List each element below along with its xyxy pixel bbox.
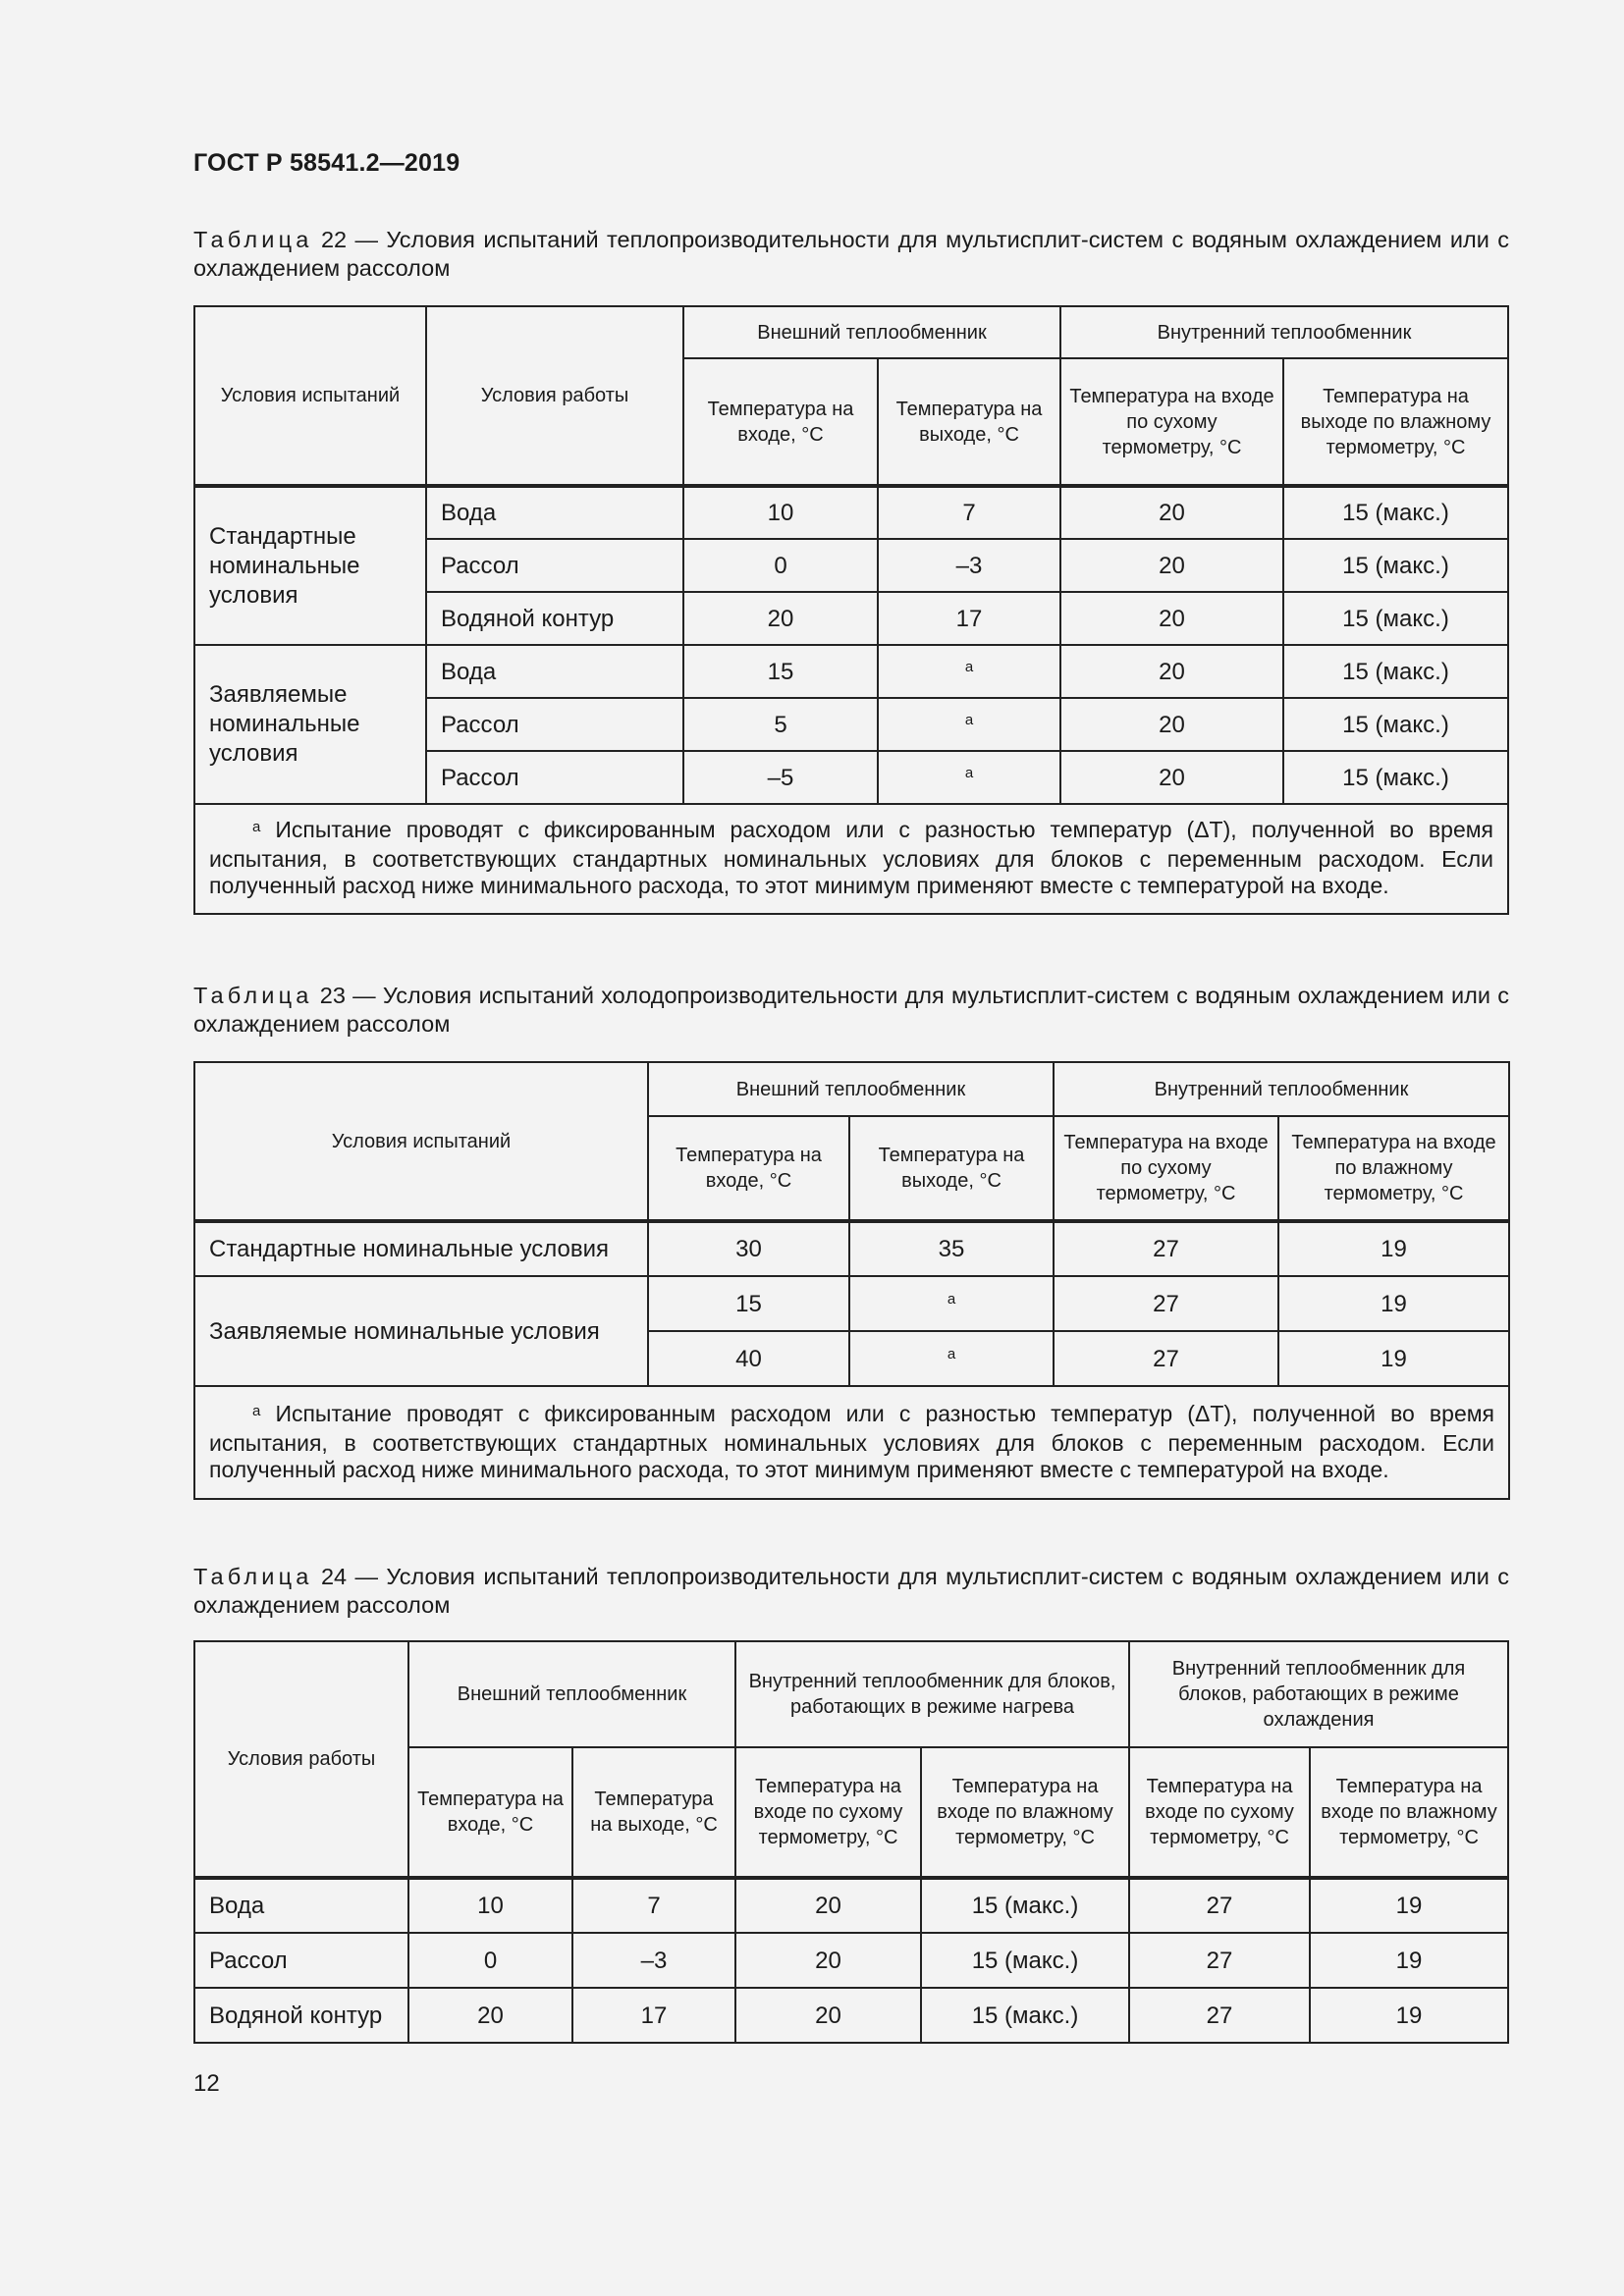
t23-header-t-out: Температура на выходе, °С xyxy=(849,1116,1054,1221)
t24-cell: 20 xyxy=(735,1988,921,2043)
t24-cell: 10 xyxy=(408,1878,572,1933)
t23-cell: 19 xyxy=(1278,1276,1509,1331)
t23-cell: 19 xyxy=(1278,1221,1509,1276)
t22-cell: –3 xyxy=(878,539,1060,592)
t23-cell: 27 xyxy=(1054,1331,1278,1386)
t22-cell: 17 xyxy=(878,592,1060,645)
t22-cell: 7 xyxy=(878,486,1060,539)
t22-cell: 15 (макс.) xyxy=(1283,698,1508,751)
table-row xyxy=(194,486,1508,539)
t22-footnote xyxy=(194,804,1508,914)
t23-cell: 19 xyxy=(1278,1331,1509,1386)
t24-cell: 15 (макс.) xyxy=(921,1988,1129,2043)
t22-cell: 20 xyxy=(1060,751,1283,804)
table23-caption xyxy=(193,982,1509,1039)
table-23 xyxy=(193,1061,1510,1500)
t22-header-t-in: Температура на входе, °С xyxy=(683,358,878,486)
t22-cell: 20 xyxy=(1060,592,1283,645)
footnote-mark: а xyxy=(964,712,974,728)
footnote-mark: а xyxy=(947,1346,956,1362)
t22-cell: Водяной контур xyxy=(426,592,683,645)
t22-cell xyxy=(878,645,1060,698)
t24-cell: 7 xyxy=(572,1878,735,1933)
t22-group-declared: Заявляемые номинальные условия xyxy=(194,645,426,804)
table-row xyxy=(194,1878,1508,1933)
t23-cell: Стандартные номинальные условия xyxy=(194,1221,648,1276)
t22-cell: 20 xyxy=(1060,539,1283,592)
t23-cell: 15 xyxy=(648,1276,849,1331)
footnote-mark: а xyxy=(964,659,974,675)
table22-caption-label: Таблица xyxy=(193,227,313,252)
t23-cell: 35 xyxy=(849,1221,1054,1276)
t24-header-wet-cool: Температура на входе по влажному термометру, °С xyxy=(1310,1747,1508,1878)
t24-cell: 15 (макс.) xyxy=(921,1878,1129,1933)
document-number: ГОСТ Р 58541.2—2019 xyxy=(193,149,460,177)
t22-header-dry: Температура на входе по сухому термометру, °С xyxy=(1060,358,1283,486)
t24-cell: 15 (макс.) xyxy=(921,1933,1129,1988)
t23-cell: 30 xyxy=(648,1221,849,1276)
t22-cell: 15 (макс.) xyxy=(1283,486,1508,539)
t23-footnote-text: Испытание проводят с фиксированным расходом или с разностью температур (ΔT), полученной во время испытания, в соответствующих стандартных номинальных условиях для блоков с переменным расходом. Если полученный расход ниже минимального расхода, то этот минимум применяют вместе с температурой на входе. xyxy=(209,1400,1494,1482)
table-row xyxy=(194,1276,1509,1331)
t23-cell xyxy=(849,1331,1054,1386)
t23-cell: 40 xyxy=(648,1331,849,1386)
t24-cell: 19 xyxy=(1310,1933,1508,1988)
footnote-mark: а xyxy=(964,765,974,781)
page-number: 12 xyxy=(193,2070,220,2097)
t22-cell: Вода xyxy=(426,486,683,539)
t22-cell: Рассол xyxy=(426,698,683,751)
t22-header-work: Условия работы xyxy=(426,306,683,486)
footnote-mark: а xyxy=(252,1402,261,1419)
t22-cell: 15 (макс.) xyxy=(1283,645,1508,698)
t24-cell: Водяной контур xyxy=(194,1988,408,2043)
t24-cell: 19 xyxy=(1310,1878,1508,1933)
t22-cell: Рассол xyxy=(426,539,683,592)
table-22 xyxy=(193,305,1509,915)
t24-cell: 0 xyxy=(408,1933,572,1988)
t22-cell: 5 xyxy=(683,698,878,751)
t22-cell: 15 (макс.) xyxy=(1283,592,1508,645)
t23-header-conditions: Условия испытаний xyxy=(194,1062,648,1221)
table24-caption xyxy=(193,1563,1509,1620)
t22-header-indoor: Внутренний теплообменник xyxy=(1060,306,1508,358)
t24-cell: Рассол xyxy=(194,1933,408,1988)
t22-cell: 10 xyxy=(683,486,878,539)
t24-header-dry-cool: Температура на входе по сухому термометру, °С xyxy=(1129,1747,1310,1878)
t24-cell: 20 xyxy=(735,1878,921,1933)
t23-header-t-in: Температура на входе, °С xyxy=(648,1116,849,1221)
t24-header-indoor-heat: Внутренний теплообменник для блоков, работающих в режиме нагрева xyxy=(735,1641,1129,1747)
t22-cell: 20 xyxy=(1060,698,1283,751)
t22-header-t-out: Температура на выходе, °С xyxy=(878,358,1060,486)
t24-header-indoor-cool: Внутренний теплообменник для блоков, работающих в режиме охлаждения xyxy=(1129,1641,1508,1747)
table24-caption-text: 24 — Условия испытаний теплопроизводительности для мультисплит-систем с водяным охлаждением или с охлаждением рассолом xyxy=(193,1564,1509,1618)
table-row xyxy=(194,1933,1508,1988)
t24-cell: Вода xyxy=(194,1878,408,1933)
t22-cell: Вода xyxy=(426,645,683,698)
t23-group-declared: Заявляемые номинальные условия xyxy=(194,1276,648,1386)
t24-header-dry-heat: Температура на входе по сухому термометру, °С xyxy=(735,1747,921,1878)
t22-cell: 15 (макс.) xyxy=(1283,539,1508,592)
t22-header-conditions: Условия испытаний xyxy=(194,306,426,486)
t24-cell: 17 xyxy=(572,1988,735,2043)
t24-header-t-out: Температура на выходе, °С xyxy=(572,1747,735,1878)
t23-header-dry: Температура на входе по сухому термометру, °С xyxy=(1054,1116,1278,1221)
t24-cell: 27 xyxy=(1129,1933,1310,1988)
t22-group-standard: Стандартные номинальные условия xyxy=(194,486,426,645)
t22-header-wet: Температура на выходе по влажному термометру, °С xyxy=(1283,358,1508,486)
t22-cell: Рассол xyxy=(426,751,683,804)
t22-cell: 20 xyxy=(683,592,878,645)
t22-header-outdoor: Внешний теплообменник xyxy=(683,306,1060,358)
t22-cell xyxy=(878,698,1060,751)
table22-caption xyxy=(193,226,1509,283)
t24-header-wet-heat: Температура на входе по влажному термометру, °С xyxy=(921,1747,1129,1878)
t24-header-outdoor: Внешний теплообменник xyxy=(408,1641,735,1747)
footnote-mark: а xyxy=(252,819,261,835)
t24-header-work: Условия работы xyxy=(194,1641,408,1878)
t23-cell xyxy=(849,1276,1054,1331)
t22-cell xyxy=(878,751,1060,804)
t23-header-indoor: Внутренний теплообменник xyxy=(1054,1062,1509,1116)
table-row xyxy=(194,1221,1509,1276)
t23-header-wet: Температура на входе по влажному термометру, °С xyxy=(1278,1116,1509,1221)
t22-cell: –5 xyxy=(683,751,878,804)
t22-cell: 15 (макс.) xyxy=(1283,751,1508,804)
t24-header-t-in: Температура на входе, °С xyxy=(408,1747,572,1878)
t22-footnote-text: Испытание проводят с фиксированным расходом или с разностью температур (ΔT), полученной во время испытания, в соответствующих стандартных номинальных условиях для блоков с переменным расходом. Если полученный расход ниже минимального расхода, то этот минимум применяют вместе с температурой на входе. xyxy=(209,817,1493,898)
t22-cell: 20 xyxy=(1060,645,1283,698)
table23-caption-label: Таблица xyxy=(193,983,313,1008)
t23-footnote xyxy=(194,1386,1509,1499)
table-row xyxy=(194,1988,1508,2043)
table23-caption-text: 23 — Условия испытаний холодопроизводительности для мультисплит-систем с водяным охлаждением или с охлаждением рассолом xyxy=(193,983,1509,1037)
t24-cell: –3 xyxy=(572,1933,735,1988)
t24-cell: 20 xyxy=(735,1933,921,1988)
t24-cell: 20 xyxy=(408,1988,572,2043)
t22-cell: 15 xyxy=(683,645,878,698)
t23-header-outdoor: Внешний теплообменник xyxy=(648,1062,1054,1116)
t22-cell: 20 xyxy=(1060,486,1283,539)
footnote-mark: а xyxy=(947,1291,956,1308)
table-row xyxy=(194,645,1508,698)
table-24 xyxy=(193,1640,1509,2044)
t23-cell: 27 xyxy=(1054,1221,1278,1276)
t24-cell: 27 xyxy=(1129,1878,1310,1933)
table22-caption-text: 22 — Условия испытаний теплопроизводительности для мультисплит-систем с водяным охлаждением или с охлаждением рассолом xyxy=(193,227,1509,281)
t24-cell: 27 xyxy=(1129,1988,1310,2043)
t24-cell: 19 xyxy=(1310,1988,1508,2043)
t22-cell: 0 xyxy=(683,539,878,592)
t23-cell: 27 xyxy=(1054,1276,1278,1331)
table24-caption-label: Таблица xyxy=(193,1564,313,1589)
